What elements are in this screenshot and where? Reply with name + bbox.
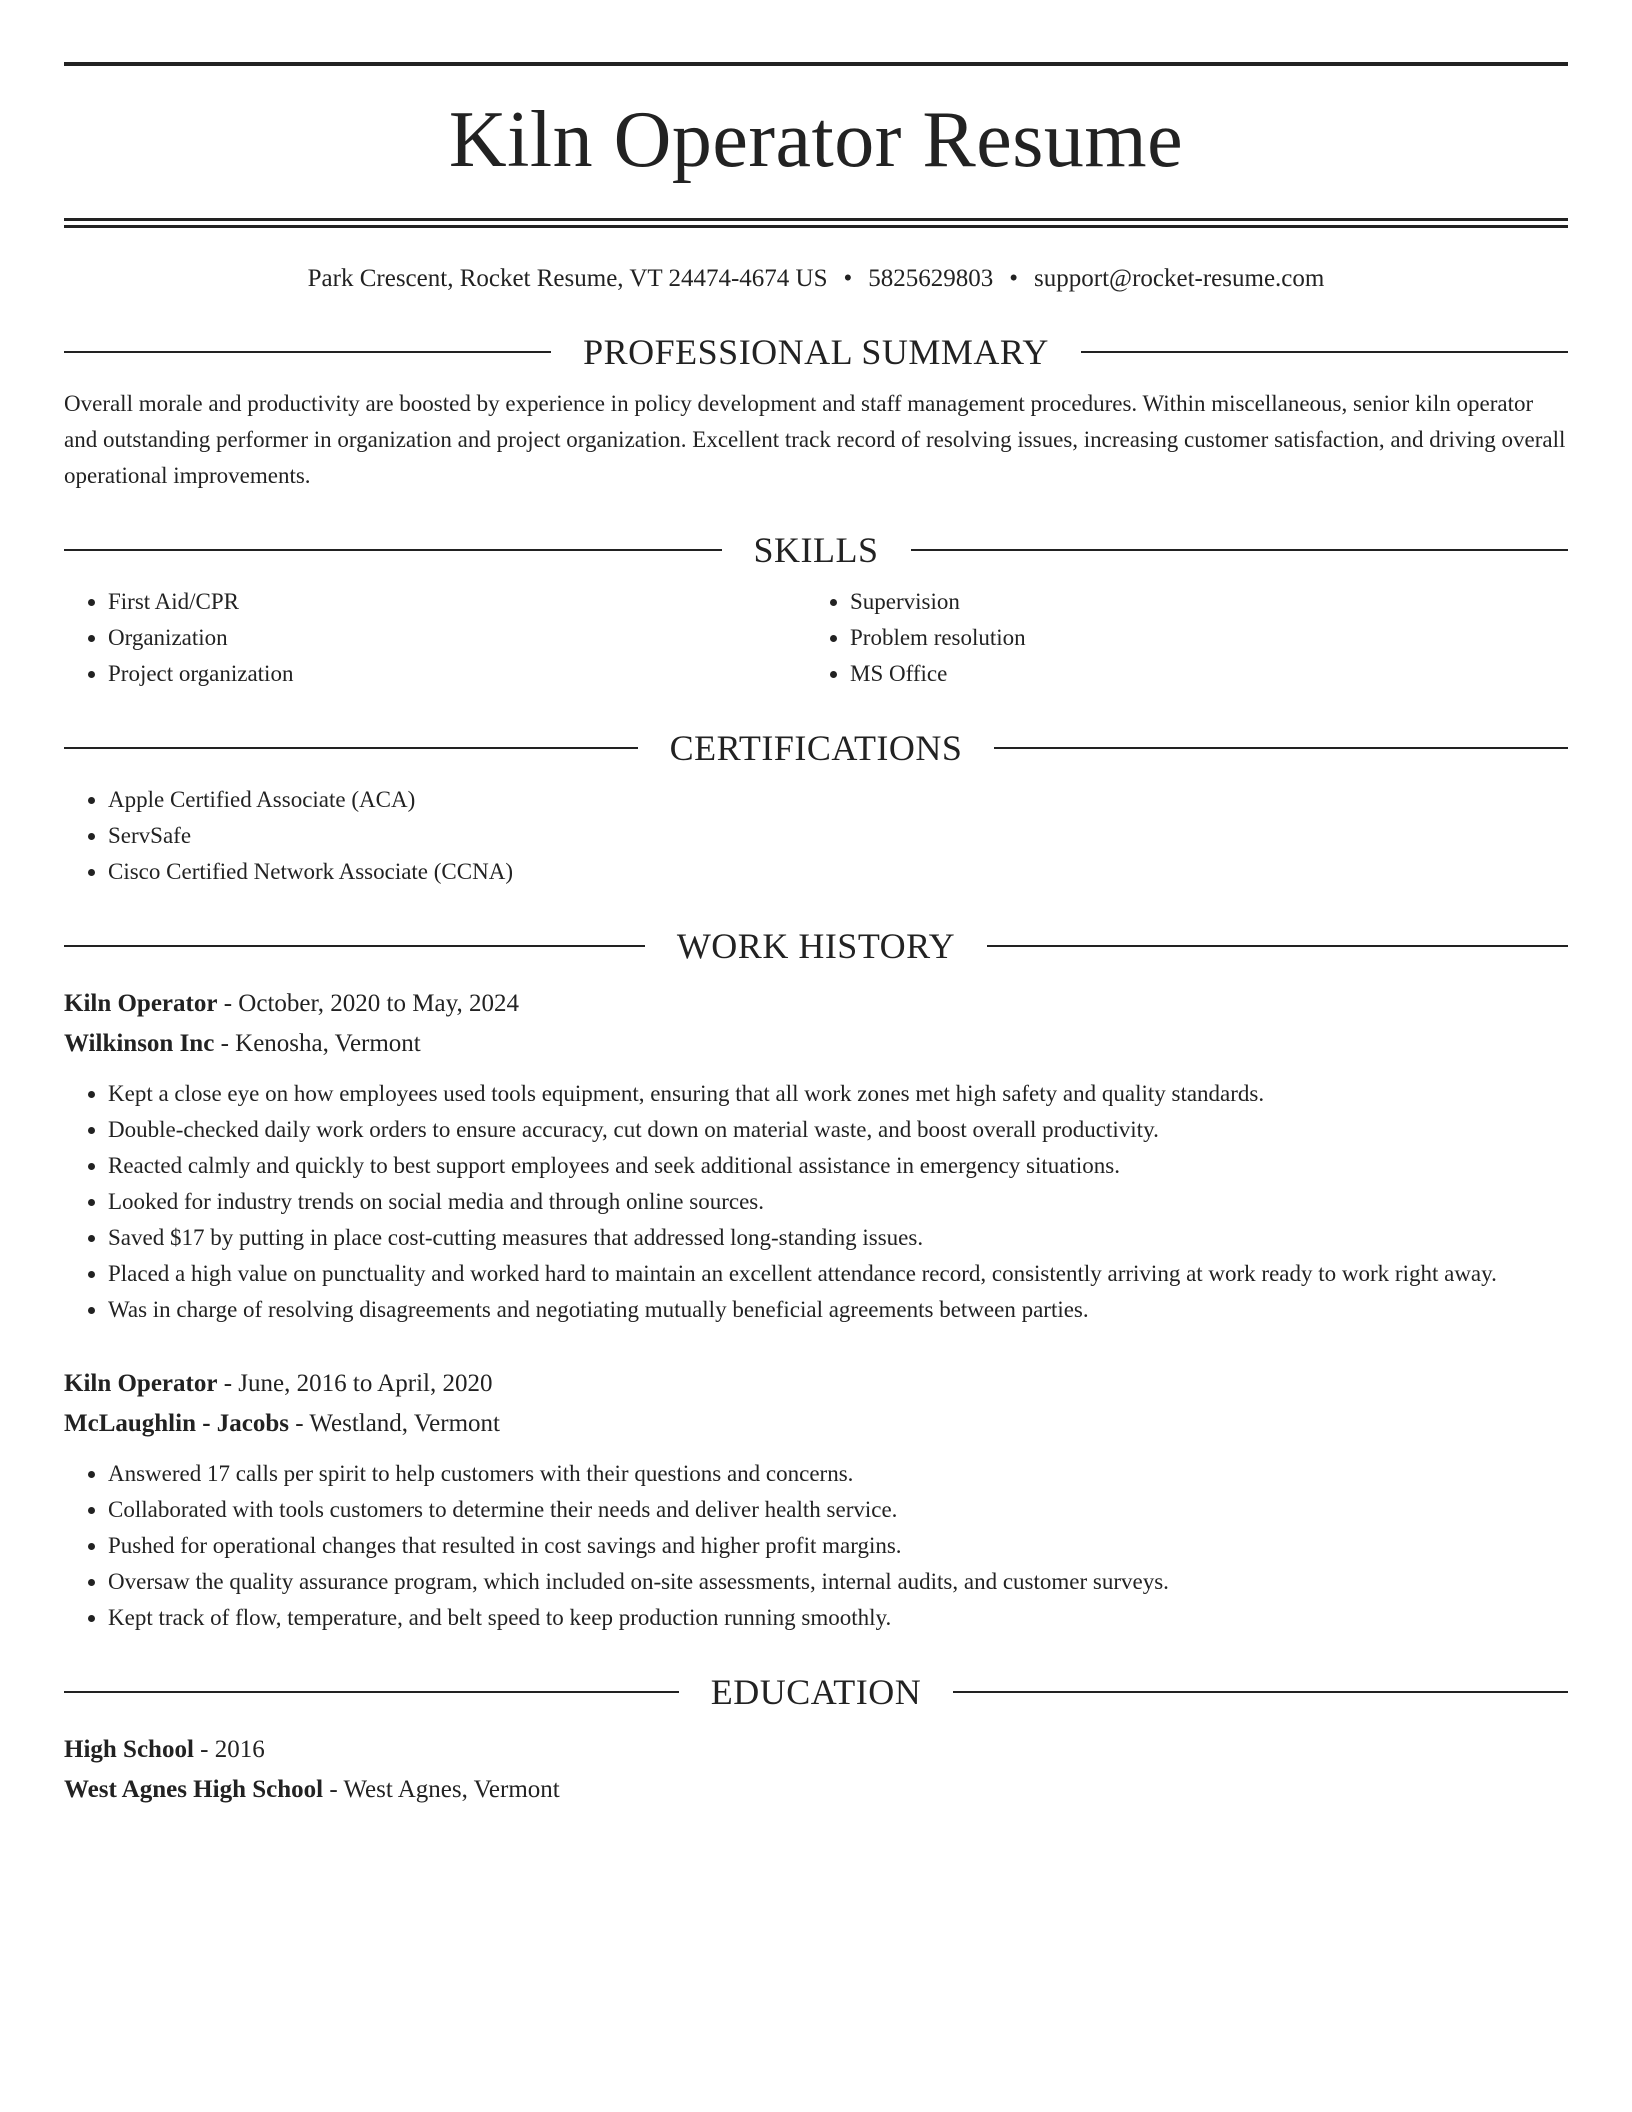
top-rule [64, 62, 1568, 66]
contact-line [64, 262, 1568, 296]
section-rule [64, 351, 551, 353]
certification-item: • ServSafe [108, 818, 1568, 854]
title-double-rule [64, 218, 1568, 228]
job-bullets [64, 1456, 1568, 1636]
section-rule [911, 549, 1569, 551]
job-bullet: • Kept track of flow, temperature, and belt speed to keep production running smoothly. [108, 1600, 1568, 1636]
job-bullet: • Placed a high value on punctuality and worked hard to maintain an excellent attendance record, consistently arriving at work ready to work right away. [108, 1256, 1568, 1292]
summary-text: Overall morale and productivity are boosted by experience in policy development and staff management procedures. Within miscellaneous, senior kiln operator and outstanding performer in organization and project organization. Excellent track record of resolving issues, increasing customer satisfaction, and driving overall operational improvements. [64, 391, 1566, 488]
job-bullet: • Saved $17 by putting in place cost-cutting measures that addressed long-standing issues. [108, 1220, 1568, 1256]
job-bullet: • Was in charge of resolving disagreements and negotiating mutually beneficial agreements between parties. [108, 1292, 1568, 1328]
section-rule [64, 747, 638, 749]
section-rule [1081, 351, 1568, 353]
job-title-line [64, 1364, 1568, 1404]
job-entry [64, 984, 1568, 1328]
section-header-skills [64, 530, 1568, 570]
skills-column-left [64, 584, 806, 692]
job-bullet: • Reacted calmly and quickly to best support employees and seek additional assistance in emergency situations. [108, 1148, 1568, 1184]
skill-item: • Project organization [108, 656, 806, 692]
section-header-education [64, 1672, 1568, 1712]
job-location: - Kenosha, Vermont [214, 1030, 421, 1057]
job-bullet: • Looked for industry trends on social media and through online sources. [108, 1184, 1568, 1220]
education-degree-line [64, 1730, 1568, 1770]
job-bullet: • Pushed for operational changes that resulted in cost savings and higher profit margins. [108, 1528, 1568, 1564]
section-title-summary: PROFESSIONAL SUMMARY [583, 332, 1049, 372]
section-title-certifications: CERTIFICATIONS [669, 728, 963, 768]
job-title: Kiln Operator [64, 990, 218, 1017]
job-dates: - June, 2016 to April, 2020 [217, 1370, 493, 1397]
education-entry [64, 1730, 1568, 1810]
education-year: - 2016 [193, 1736, 265, 1763]
section-rule [64, 1691, 679, 1693]
certification-item: • Apple Certified Associate (ACA) [108, 782, 1568, 818]
job-company: McLaughlin - Jacobs [64, 1410, 290, 1437]
job-dates: - October, 2020 to May, 2024 [217, 990, 519, 1017]
certifications-list [64, 782, 1568, 890]
skill-item: • Organization [108, 620, 806, 656]
job-location: - Westland, Vermont [289, 1410, 500, 1437]
education-school: West Agnes High School [64, 1776, 324, 1803]
education-degree: High School [64, 1736, 194, 1763]
job-bullet: • Oversaw the quality assurance program, which included on-site assessments, internal audits, and customer surveys. [108, 1564, 1568, 1600]
job-company-line [64, 1404, 1568, 1444]
section-title-education: EDUCATION [710, 1672, 922, 1712]
contact-address: Park Crescent, Rocket Resume, VT 24474-4674 US [307, 265, 828, 292]
section-rule [64, 549, 722, 551]
job-bullet: • Answered 17 calls per spirit to help customers with their questions and concerns. [108, 1456, 1568, 1492]
skills-list [64, 584, 1568, 692]
job-title-line [64, 984, 1568, 1024]
job-bullet: • Kept a close eye on how employees used tools equipment, ensuring that all work zones met high safety and quality standards. [108, 1076, 1568, 1112]
section-header-work-history [64, 926, 1568, 966]
section-header-certifications [64, 728, 1568, 768]
section-rule [64, 945, 645, 947]
skill-item: • Supervision [850, 584, 1548, 620]
job-bullets [64, 1076, 1568, 1328]
page-title: Kiln Operator Resume [448, 96, 1184, 184]
section-header-summary [64, 332, 1568, 372]
job-company: Wilkinson Inc [64, 1030, 215, 1057]
section-rule [994, 747, 1568, 749]
job-entry [64, 1364, 1568, 1636]
job-bullet: • Collaborated with tools customers to determine their needs and deliver health service. [108, 1492, 1568, 1528]
job-company-line [64, 1024, 1568, 1064]
job-title: Kiln Operator [64, 1370, 218, 1397]
section-rule [953, 1691, 1568, 1693]
section-rule [987, 945, 1568, 947]
section-title-skills: SKILLS [753, 530, 879, 570]
section-title-work-history: WORK HISTORY [676, 926, 956, 966]
education-location: - West Agnes, Vermont [323, 1776, 560, 1803]
education-school-line [64, 1770, 1568, 1810]
contact-separator: • [1009, 265, 1019, 292]
contact-email: support@rocket-resume.com [1034, 265, 1325, 292]
skill-item: • MS Office [850, 656, 1548, 692]
contact-separator: • [843, 265, 853, 292]
skills-column-right [806, 584, 1548, 692]
certification-item: • Cisco Certified Network Associate (CCNA) [108, 854, 1568, 890]
job-bullet: • Double-checked daily work orders to ensure accuracy, cut down on material waste, and boost overall productivity. [108, 1112, 1568, 1148]
contact-phone: 5825629803 [868, 265, 994, 292]
skill-item: • Problem resolution [850, 620, 1548, 656]
skill-item: • First Aid/CPR [108, 584, 806, 620]
